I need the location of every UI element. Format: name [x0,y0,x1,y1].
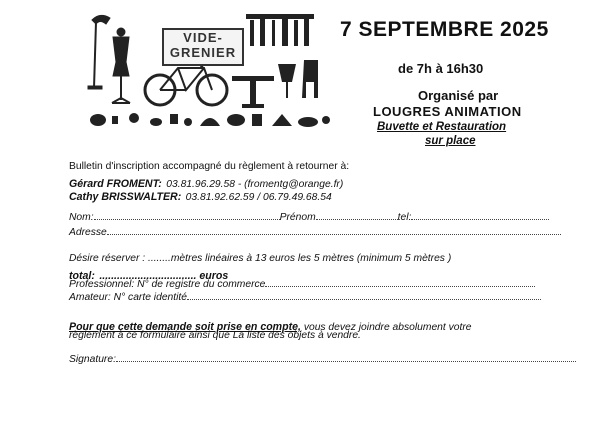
pro-line[interactable] [265,286,535,287]
vide-grenier-sign [162,28,244,66]
sign-line-1: VIDE- [183,30,223,45]
reserve-label: Désire réserver : [69,253,148,264]
adresse-line[interactable] [107,234,561,235]
signature-line[interactable] [116,361,576,362]
reserve-text: ........mètres linéaires à 13 euros les 5 mètres (minimum 5 mètres ) [147,253,452,264]
amateur-label: Amateur: N° carte identité [69,292,188,303]
adresse-label: Adresse [69,227,107,238]
organizer-name: LOUGRES ANIMATION [373,104,522,119]
sign-line-2: GRENIER [169,45,237,60]
total-value[interactable]: ................................. euros [99,270,229,282]
tools-icon [246,14,314,46]
tel-label: tel: [397,212,412,223]
notice-line-2: règlement à ce formulaire ainsi que La liste des objets à vendre. [69,330,361,341]
contact-1-details: 03.81.96.29.58 - (fromentg@orange.fr) [166,179,344,190]
contact-1-name: Gérard FROMENT: [69,178,162,190]
event-date: 7 SEPTEMBRE 2025 [340,18,549,41]
notice-bold: Pour que cette demande soit prise en compte, [69,321,301,333]
signature-row[interactable] [69,354,576,365]
pro-label: Professionnel: N° de registre du commerce [69,279,266,290]
signature-label: Signature: [69,354,116,365]
mannequin-icon [112,28,130,103]
contacts-intro: Bulletin d'inscription accompagné du règlement à retourner à: [69,161,350,172]
organized-by: Organisé par [418,88,499,103]
contact-2-name: Cathy BRISSWALTER: [69,191,182,203]
event-hours: de 7h à 16h30 [398,61,484,76]
amateur-row[interactable] [69,292,541,303]
buvette-line-2: sur place [425,135,476,147]
furniture-icon [232,60,318,108]
nom-field-row[interactable] [69,212,549,223]
tel-line[interactable] [411,219,549,220]
small-objects-icon [90,113,330,127]
notice-rest: vous devez joindre absolument votre [300,322,472,333]
nom-label: Nom: [69,212,94,223]
amateur-line[interactable] [187,299,541,300]
reserve-row [69,253,451,264]
prenom-line[interactable] [316,219,398,220]
buvette-line-1: Buvette et Restauration [377,121,507,133]
adresse-field-row[interactable] [69,227,561,238]
prenom-label: Prénom [279,212,316,223]
nom-line[interactable] [94,219,280,220]
lamp-icon [88,15,110,89]
total-label: total: [69,270,95,282]
contact-2-details: 03.81.92.62.59 / 06.79.49.68.54 [185,192,332,203]
pro-row[interactable] [69,279,535,290]
contact-2 [69,187,332,205]
